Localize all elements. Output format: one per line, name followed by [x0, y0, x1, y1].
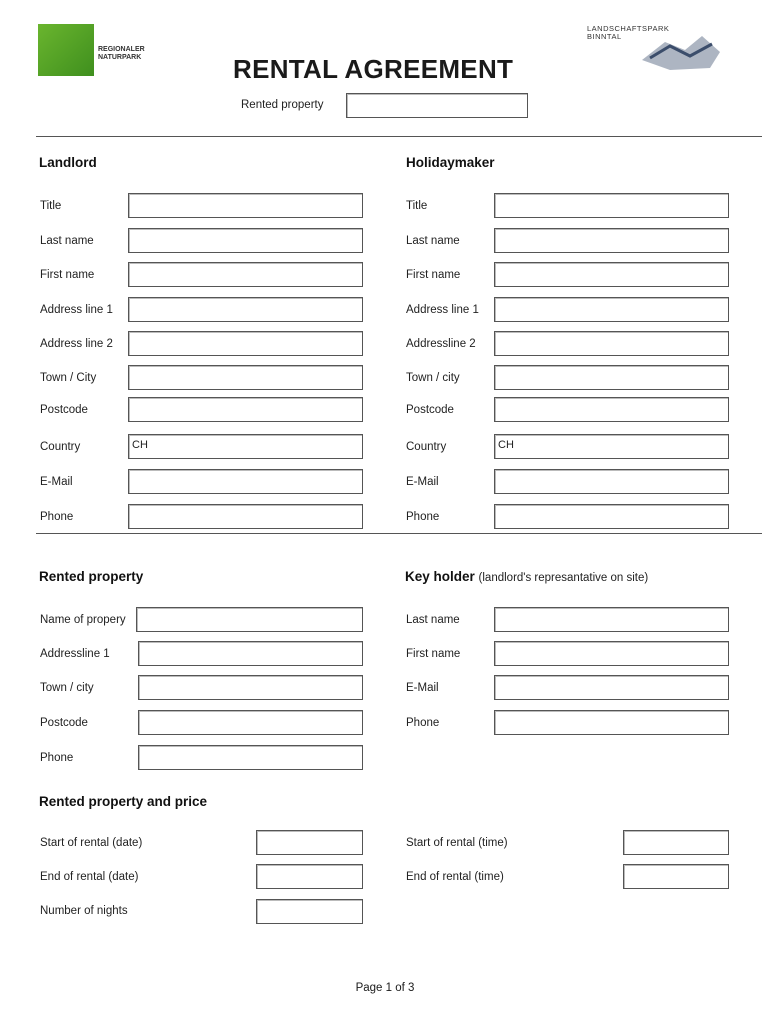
end-time-label: End of rental (time) — [406, 871, 504, 883]
key-holder-heading — [405, 569, 648, 584]
landlord-first-name-input[interactable] — [128, 262, 363, 287]
naturpark-logo-text — [98, 46, 145, 62]
divider — [36, 533, 762, 534]
naturpark-logo — [38, 24, 94, 76]
landlord-last-name-input[interactable] — [128, 228, 363, 253]
key-holder-note: (landlord's represantative on site) — [478, 572, 649, 584]
property-name-of-propery-label: Name of propery — [40, 614, 126, 626]
rented-property-heading: Rented property — [39, 569, 144, 584]
property-addressline-1-input[interactable] — [138, 641, 363, 666]
holiday-address-line-1-input[interactable] — [494, 297, 729, 322]
start-time-input[interactable] — [623, 830, 729, 855]
holiday-town-city-input[interactable] — [494, 365, 729, 390]
landlord-postcode-input[interactable] — [128, 397, 363, 422]
logo-right-line-1: LANDSCHAFTSPARK — [587, 24, 670, 33]
price-heading: Rented property and price — [39, 794, 208, 809]
holiday-last-name-label: Last name — [406, 235, 460, 247]
mountain-logo-icon — [640, 30, 722, 72]
keyholder-first-name-input[interactable] — [494, 641, 729, 666]
landlord-country-label: Country — [40, 441, 81, 453]
logo-left-line-1: REGIONALER — [98, 46, 145, 53]
landlord-heading: Landlord — [39, 155, 97, 170]
holiday-phone-input[interactable] — [494, 504, 729, 529]
key-holder-title: Key holder — [405, 569, 475, 584]
logo-left-line-2: NATURPARK — [98, 54, 142, 61]
property-postcode-input[interactable] — [138, 710, 363, 735]
holidaymaker-heading: Holidaymaker — [406, 155, 495, 170]
property-addressline-1-label: Addressline 1 — [40, 648, 110, 660]
nights-input[interactable] — [256, 899, 363, 924]
holiday-phone-label: Phone — [406, 511, 440, 523]
end-date-input[interactable] — [256, 864, 363, 889]
landlord-title-input[interactable] — [128, 193, 363, 218]
start-time-label: Start of rental (time) — [406, 837, 508, 849]
keyholder-phone-input[interactable] — [494, 710, 729, 735]
keyholder-e-mail-input[interactable] — [494, 675, 729, 700]
property-town-city-label: Town / city — [40, 682, 94, 694]
holiday-addressline-2-label: Addressline 2 — [406, 338, 476, 350]
property-town-city-input[interactable] — [138, 675, 363, 700]
holiday-e-mail-label: E-Mail — [406, 476, 439, 488]
holiday-postcode-input[interactable] — [494, 397, 729, 422]
holiday-last-name-input[interactable] — [494, 228, 729, 253]
landlord-first-name-label: First name — [40, 269, 95, 281]
nights-label: Number of nights — [40, 905, 128, 917]
landlord-phone-label: Phone — [40, 511, 74, 523]
holiday-title-label: Title — [406, 200, 428, 212]
keyholder-last-name-input[interactable] — [494, 607, 729, 632]
holiday-title-input[interactable] — [494, 193, 729, 218]
landlord-town-city-input[interactable] — [128, 365, 363, 390]
divider — [36, 136, 762, 137]
landlord-country-input[interactable]: CH — [128, 434, 363, 459]
holiday-town-city-label: Town / city — [406, 372, 460, 384]
landlord-phone-input[interactable] — [128, 504, 363, 529]
landlord-town-city-label: Town / City — [40, 372, 97, 384]
landlord-e-mail-input[interactable] — [128, 469, 363, 494]
logo-right-line-2: BINNTAL — [587, 32, 622, 41]
landlord-address-line-2-label: Address line 2 — [40, 338, 113, 350]
landlord-e-mail-label: E-Mail — [40, 476, 73, 488]
holiday-addressline-2-input[interactable] — [494, 331, 729, 356]
rented-property-header-input[interactable] — [346, 93, 528, 118]
rented-property-header-label: Rented property — [241, 99, 324, 111]
property-postcode-label: Postcode — [40, 717, 88, 729]
holiday-country-input[interactable]: CH — [494, 434, 729, 459]
keyholder-first-name-label: First name — [406, 648, 461, 660]
page-title: RENTAL AGREEMENT — [233, 54, 514, 84]
property-name-of-propery-input[interactable] — [136, 607, 363, 632]
holiday-e-mail-input[interactable] — [494, 469, 729, 494]
start-date-input[interactable] — [256, 830, 363, 855]
page-number: Page 1 of 3 — [355, 982, 415, 994]
keyholder-last-name-label: Last name — [406, 614, 460, 626]
property-phone-input[interactable] — [138, 745, 363, 770]
property-phone-label: Phone — [40, 752, 74, 764]
start-date-label: Start of rental (date) — [40, 837, 143, 849]
end-time-input[interactable] — [623, 864, 729, 889]
keyholder-e-mail-label: E-Mail — [406, 682, 439, 694]
holiday-postcode-label: Postcode — [406, 404, 454, 416]
landlord-last-name-label: Last name — [40, 235, 94, 247]
holiday-country-label: Country — [406, 441, 447, 453]
holiday-address-line-1-label: Address line 1 — [406, 304, 479, 316]
holiday-first-name-input[interactable] — [494, 262, 729, 287]
landlord-address-line-1-input[interactable] — [128, 297, 363, 322]
landlord-title-label: Title — [40, 200, 62, 212]
landlord-address-line-1-label: Address line 1 — [40, 304, 113, 316]
end-date-label: End of rental (date) — [40, 871, 139, 883]
landlord-postcode-label: Postcode — [40, 404, 88, 416]
holiday-first-name-label: First name — [406, 269, 461, 281]
landlord-address-line-2-input[interactable] — [128, 331, 363, 356]
keyholder-phone-label: Phone — [406, 717, 440, 729]
